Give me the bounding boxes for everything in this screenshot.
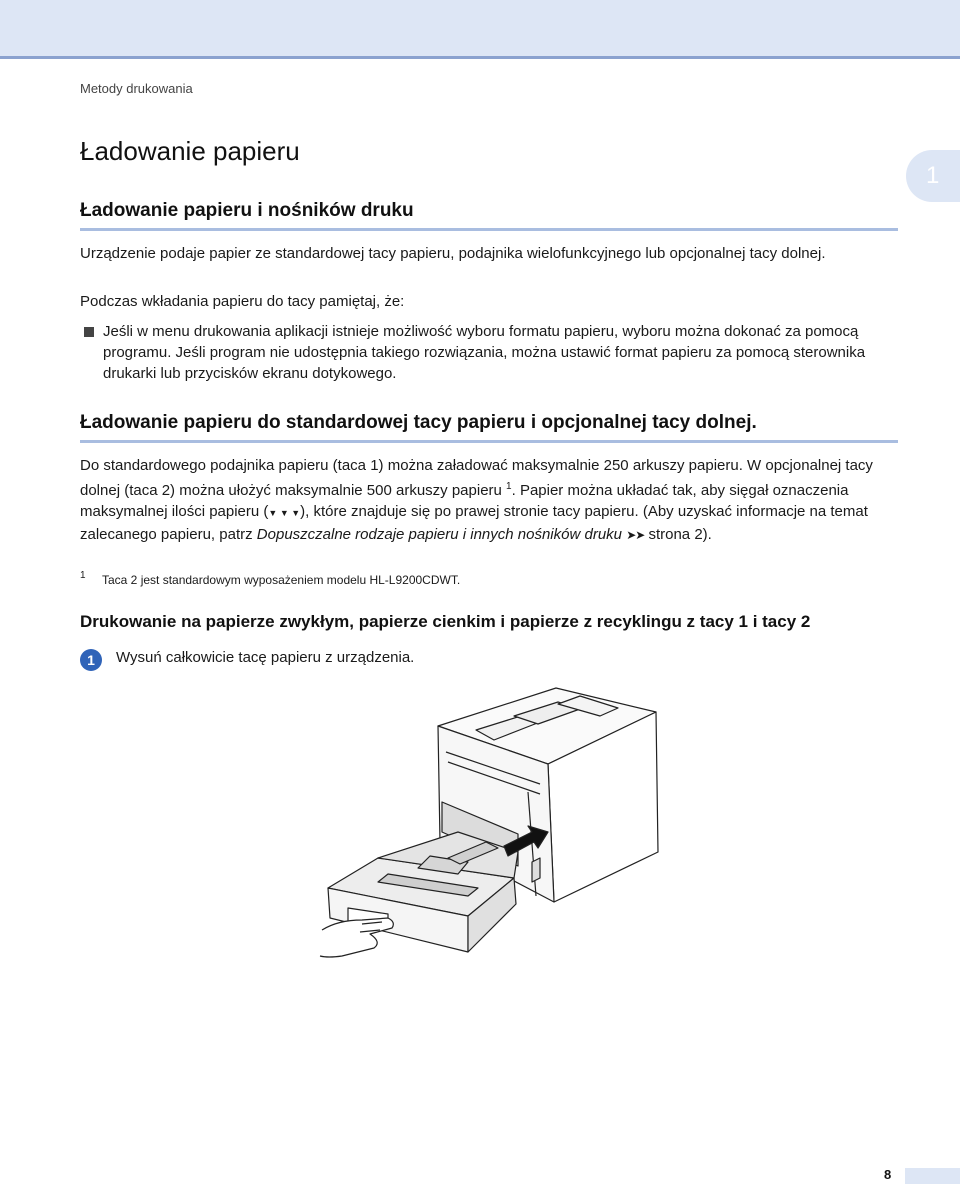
tray-capacity-paragraph [80, 455, 902, 546]
chapter-tab-number: 1 [926, 162, 940, 189]
footnote-number: 1 [80, 570, 86, 581]
printer-tray-illustration [318, 682, 668, 972]
chapter-tab [906, 150, 960, 202]
bullet-text: Jeśli w menu drukowania aplikacji istnieje możliwość wyboru formatu papieru, wyboru można dokonać za pomocą programu. Jeśli program nie udostępnia takiego rozwiązania, można ustawić format papieru za pomocą sterownika drukarki lub przycisków ekranu dotykowego. [103, 323, 866, 382]
page-number: 8 [884, 1167, 892, 1182]
header-band [0, 0, 960, 59]
footnote-text: Taca 2 jest standardowym wyposażeniem modelu HL-L9200CDWT. [102, 573, 461, 587]
double-arrow-icon: ➤➤ [626, 528, 645, 542]
bullet-item [80, 321, 900, 384]
section-heading-loading-paper: Ładowanie papieru i nośników druku [80, 200, 898, 231]
step-text: Wysuń całkowicie tacę papieru z urządzenia. [116, 649, 415, 666]
tray-text-3: ), które znajduje się po prawej stronie tacy papieru. (Aby uzyskać informacje na temat zalecanego papieru, patrz [80, 503, 868, 543]
intro-paragraph: Urządzenie podaje papier ze standardowej tacy papieru, podajnika wielofunkcyjnego lub opcjonalnej tacy dolnej. [80, 245, 826, 262]
reminder-paragraph: Podczas wkładania papieru do tacy pamiętaj, że: [80, 293, 405, 310]
procedure-heading: Drukowanie na papierze zwykłym, papierze cienkim i papierze z recyklingu z tacy 1 i tacy 2 [80, 612, 811, 631]
step-number-badge: 1 [80, 649, 102, 671]
tray-text-1: Do standardowego podajnika papieru (taca 1) można załadować maksymalnie 250 arkuszy papieru. W opcjonalnej tacy dolnej (taca 2) można ułożyć maksymalnie 500 arkuszy papieru [80, 457, 873, 499]
footnote-ref[interactable]: 1 [506, 481, 512, 492]
section-heading-standard-tray: Ładowanie papieru do standardowej tacy papieru i opcjonalnej tacy dolnej. [80, 412, 898, 443]
cross-reference-link[interactable]: Dopuszczalne rodzaje papieru i innych nośników druku [256, 526, 623, 543]
chapter-title: Ładowanie papieru [80, 136, 300, 166]
bullet-square-icon [84, 327, 94, 337]
page-number-tab [905, 1168, 960, 1184]
running-head: Metody drukowania [80, 81, 193, 96]
tray-text-2: . Papier można układać tak, aby sięgał oznaczenia maksymalnej ilości papieru ( [80, 482, 849, 520]
tray-text-4: strona 2). [644, 526, 712, 543]
max-mark-triangles-icon: ▼ ▼ ▼ [268, 508, 301, 518]
